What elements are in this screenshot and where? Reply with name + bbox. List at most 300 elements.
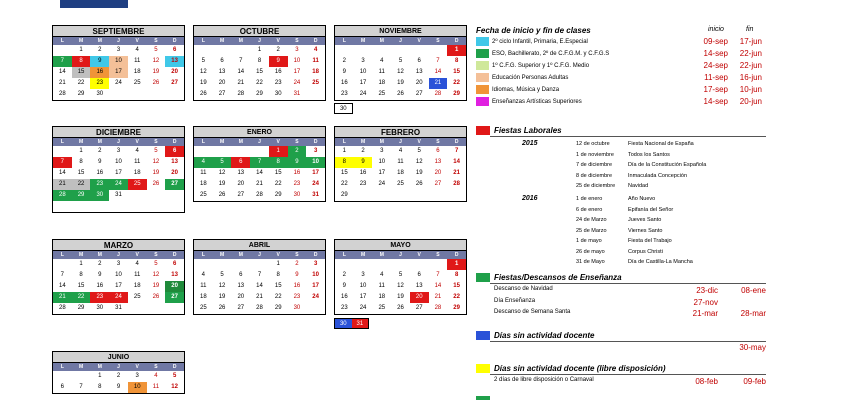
day-cell: 18: [200, 294, 207, 300]
day-cell: 21: [429, 78, 448, 89]
day-cell: 19: [397, 294, 404, 300]
day-cell: 25: [378, 91, 386, 97]
day-cell: 14: [237, 69, 245, 75]
fiesta-name: Fiesta Nacional de España: [628, 141, 694, 147]
day-cell: 3: [295, 47, 299, 53]
day-cell: 19: [397, 80, 404, 86]
weekday-label: V: [135, 364, 139, 370]
weekday-label: S: [154, 252, 158, 258]
day-cell: 15: [77, 170, 85, 176]
day-cell: 22: [72, 179, 91, 190]
weekday-label: D: [454, 38, 459, 44]
day-cell: 26: [397, 305, 404, 311]
descanso-name: Descanso de Navidad: [494, 286, 553, 292]
day-cell: 1: [269, 146, 288, 157]
day-cell: 15: [274, 170, 282, 176]
weekday-label: S: [154, 139, 158, 145]
day-cell: 18: [378, 80, 386, 86]
day-cell: 2: [288, 146, 307, 157]
day-cell: 23: [293, 181, 301, 187]
day-cell: 22: [453, 294, 460, 300]
day-cell: 13: [415, 283, 423, 289]
day-cell: 1: [79, 261, 83, 267]
day-cell: 2: [342, 272, 347, 278]
day-cell: 1: [276, 261, 280, 267]
day-cell: 31: [293, 91, 301, 97]
weekday-label: J: [399, 252, 402, 258]
day-cell: 15: [453, 283, 460, 289]
day-cell: 9: [295, 272, 299, 278]
day-cell: 8: [454, 272, 459, 278]
legend-title: Fecha de inicio y fin de clases: [476, 26, 591, 35]
year-2016: 2016: [522, 195, 538, 202]
day-cell: 13: [237, 170, 245, 176]
day-cell: 30: [96, 91, 104, 97]
day-cell: 12: [171, 384, 178, 390]
day-cell: 16: [341, 80, 348, 86]
day-cell: 20: [434, 170, 442, 176]
descanso-end: 08-ene: [741, 286, 766, 295]
month-title: MARZO: [53, 240, 184, 251]
day-cell: 13: [165, 56, 184, 67]
month-grid: [194, 259, 325, 314]
month-grid: [335, 45, 466, 100]
day-cell: 11: [378, 283, 385, 289]
descanso-end: 28-mar: [740, 309, 766, 318]
legend-row: [476, 36, 776, 47]
day-cell: 4: [154, 373, 158, 379]
day-cell: 13: [237, 283, 245, 289]
day-cell: 5: [398, 58, 403, 64]
legend-label: 2º ciclo Infantil, Primaria, E.Especial: [492, 38, 588, 45]
month-mar: [52, 239, 185, 315]
day-cell: 15: [341, 170, 348, 176]
weekday-label: L: [60, 38, 64, 44]
day-cell: 7: [436, 58, 440, 64]
day-cell: 22: [274, 181, 282, 187]
day-cell: 12: [397, 69, 404, 75]
day-cell: 14: [59, 283, 66, 289]
month-grid: [53, 371, 184, 393]
day-cell: 8: [269, 157, 288, 168]
day-cell: 2: [276, 47, 280, 53]
overflow-days: [334, 103, 353, 114]
day-cell: 8: [454, 58, 459, 64]
fiesta-name: Navidad: [628, 183, 649, 189]
weekday-label: V: [135, 252, 139, 258]
weekday-label: J: [258, 252, 261, 258]
day-cell: 22: [453, 80, 460, 86]
legend-end: 22-jun: [739, 49, 762, 58]
weekday-label: D: [454, 252, 459, 258]
fiesta-name: Día de Castilla-La Mancha: [628, 259, 693, 265]
month-grid: [335, 259, 466, 314]
day-cell: 21: [434, 294, 442, 300]
day-cell: 3: [116, 47, 121, 53]
day-cell: 11: [152, 384, 160, 390]
day-cell: 25: [133, 80, 141, 86]
day-cell: 28: [237, 91, 245, 97]
day-cell: 29: [72, 190, 91, 201]
weekday-label: M: [78, 252, 84, 258]
day-cell: 16: [359, 170, 367, 176]
day-cell: 9: [98, 272, 102, 278]
day-cell: 6: [239, 272, 243, 278]
day-cell: 21: [256, 181, 263, 187]
day-cell: 15: [274, 283, 282, 289]
legend-end: 20-jun: [739, 97, 762, 106]
day-cell: 4: [201, 272, 206, 278]
day-cell: 7: [239, 58, 243, 64]
descanso-end: [718, 298, 766, 307]
descansos-section: [476, 273, 622, 282]
legend-row: [476, 60, 776, 71]
day-cell: 7: [250, 157, 269, 168]
legend-start: 24-sep: [703, 61, 728, 70]
day-cell: 18: [312, 69, 319, 75]
descanso-start: 27-nov: [693, 297, 718, 307]
day-cell: 10: [359, 69, 367, 75]
legend-label: Enseñanzas Artísticas Superiores: [492, 98, 582, 105]
day-cell: 12: [152, 159, 160, 165]
day-cell: 25: [312, 80, 319, 86]
day-cell: 5: [172, 373, 177, 379]
day-cell: 24: [359, 91, 367, 97]
weekday-label: V: [276, 38, 280, 44]
fiesta-date: 12 de octubre: [576, 141, 610, 147]
day-cell: 4: [194, 157, 213, 168]
descansos-swatch: [476, 273, 490, 282]
day-cell: 10: [359, 283, 367, 289]
month-may: [334, 239, 467, 315]
weekday-label: S: [436, 252, 440, 258]
fiesta-name: Jueves Santo: [628, 217, 662, 223]
day-cell: 2: [295, 261, 299, 267]
day-cell: 31: [115, 305, 122, 311]
day-cell: 22: [341, 181, 348, 187]
month-grid: [53, 259, 184, 314]
fiesta-date: 24 de Marzo: [576, 217, 607, 223]
day-cell: 20: [171, 170, 178, 176]
day-cell: 2: [98, 148, 102, 154]
day-cell: 17: [312, 283, 319, 289]
sin-actividad-title: Días sin actividad docente: [494, 331, 595, 340]
day-cell: 3: [361, 58, 365, 64]
day-cell: 6: [172, 261, 177, 267]
day-cell: 2: [342, 58, 347, 64]
day-cell: 28: [59, 305, 66, 311]
day-cell: 23: [90, 179, 109, 190]
weekday-label: M: [78, 139, 84, 145]
day-cell: 5: [220, 272, 224, 278]
sin-actividad-section: [476, 331, 594, 340]
weekday-label: M: [78, 364, 84, 370]
legend-label: 1º C.F.G. Superior y 1º C.F.G. Medio: [492, 62, 590, 69]
legend-label: Idiomas, Música y Danza: [492, 86, 560, 93]
fiesta-name: Todos los Santos: [628, 151, 670, 158]
green-swatch-partial: [476, 396, 490, 400]
weekday-label: M: [379, 139, 384, 145]
day-cell: 18: [397, 170, 404, 176]
day-cell: 3: [116, 148, 121, 154]
legend-swatch: [476, 73, 489, 82]
day-cell: 9: [98, 159, 102, 165]
legend-swatch: [476, 37, 489, 46]
legend-swatch: [476, 49, 489, 58]
day-cell: 12: [218, 283, 226, 289]
day-cell: 15: [256, 69, 263, 75]
overflow-days: [334, 318, 369, 329]
month-grid: [194, 146, 325, 201]
day-cell: 27: [237, 192, 245, 198]
day-cell: 17: [293, 69, 301, 75]
day-cell: 24: [109, 292, 128, 303]
day-cell: 19: [152, 69, 160, 75]
legend-start: 14-sep: [703, 49, 728, 58]
weekday-label: L: [342, 38, 346, 44]
legend-label: Educación Personas Adultas: [492, 74, 569, 81]
descansos-title: Fiestas/Descansos de Enseñanza: [494, 273, 622, 282]
day-cell: 23: [341, 305, 348, 311]
day-cell: 22: [77, 80, 85, 86]
day-cell: 12: [152, 272, 160, 278]
weekday-label: S: [295, 139, 299, 145]
libre-end: 09-feb: [743, 377, 766, 386]
weekday-label: M: [238, 38, 243, 44]
legend-end: 17-jun: [739, 37, 762, 46]
day-cell: 3: [313, 261, 318, 267]
weekday-label: J: [117, 38, 120, 44]
day-cell: 17: [312, 170, 319, 176]
weekday-label: L: [60, 252, 64, 258]
weekday-label: M: [97, 139, 102, 145]
day-cell: 7: [79, 384, 83, 390]
day-cell: 12: [415, 159, 423, 165]
day-cell: 30: [293, 192, 301, 198]
fiesta-name: Día de la Constitución Española: [628, 162, 707, 168]
day-cell: 10: [115, 272, 122, 278]
weekday-label: M: [219, 139, 225, 145]
day-cell: 21: [256, 294, 263, 300]
day-cell: 17: [109, 67, 128, 78]
weekday-label: J: [258, 38, 261, 44]
descanso-start: 23-dic: [696, 286, 718, 295]
day-cell: 25: [128, 179, 147, 190]
divider: [490, 341, 766, 342]
day-cell: 26: [152, 294, 160, 300]
weekday-header: [335, 37, 466, 45]
day-cell: 26: [415, 181, 423, 187]
day-cell: 13: [171, 159, 178, 165]
day-cell: 6: [165, 146, 184, 157]
month-apr: [193, 239, 326, 315]
weekday-label: M: [238, 139, 243, 145]
legend-col-fin: fin: [746, 26, 754, 33]
legend-swatch: [476, 97, 489, 106]
day-cell: 7: [257, 272, 262, 278]
day-cell: 11: [134, 159, 141, 165]
divider: [490, 283, 766, 284]
day-cell: 4: [313, 47, 318, 53]
weekday-label: M: [97, 252, 102, 258]
year-2015: 2015: [522, 140, 538, 147]
day-cell: 11: [378, 69, 385, 75]
weekday-label: S: [154, 38, 158, 44]
day-cell: 23: [90, 78, 109, 89]
month-jan: [193, 126, 326, 202]
day-cell: 10: [312, 272, 319, 278]
day-cell: 11: [200, 283, 207, 289]
day-cell: 4: [135, 261, 139, 267]
weekday-label: L: [60, 139, 64, 145]
weekday-label: M: [360, 38, 366, 44]
day-cell: 12: [397, 283, 404, 289]
fiesta-name: Corpus Christi: [628, 248, 663, 255]
weekday-label: V: [135, 38, 139, 44]
fiestas-title: Fiestas Laborales: [494, 126, 562, 135]
libre-name: 2 días de libre disposición o Carnaval: [494, 377, 594, 383]
weekday-label: V: [135, 139, 139, 145]
weekday-label: M: [219, 252, 225, 258]
fiesta-date: 26 de mayo: [576, 248, 605, 255]
day-cell: 7: [60, 272, 65, 278]
weekday-label: M: [97, 364, 102, 370]
fiesta-date: 1 de noviembre: [576, 151, 614, 158]
day-cell: 3: [361, 272, 365, 278]
day-cell: 1: [257, 47, 262, 53]
weekday-label: L: [342, 139, 346, 145]
libre-start: 08-feb: [695, 377, 718, 386]
weekday-label: S: [436, 38, 440, 44]
day-cell: 23: [90, 292, 109, 303]
day-cell: 20: [171, 69, 178, 75]
weekday-label: D: [313, 252, 318, 258]
month-jun: [52, 351, 185, 394]
fiesta-date: 6 de enero: [576, 206, 603, 213]
month-grid: [335, 146, 466, 201]
day-cell: 28: [59, 91, 66, 97]
month-title: OCTUBRE: [194, 26, 325, 37]
legend-label: ESO, Bachillerato, 2º de C.F.G.M. y C.F.G.S: [492, 50, 610, 57]
day-cell: 28: [434, 91, 442, 97]
day-cell: 15: [453, 69, 460, 75]
day-cell: 11: [312, 58, 319, 64]
day-cell: 13: [434, 159, 442, 165]
day-cell: 24: [293, 80, 301, 86]
day-cell: 28: [256, 305, 263, 311]
weekday-label: M: [219, 38, 225, 44]
legend-row: [476, 96, 776, 107]
descanso-row: [494, 298, 766, 307]
day-cell: 12: [152, 58, 160, 64]
fiesta-date: 31 de Mayo: [576, 259, 605, 265]
day-cell: 16: [293, 283, 301, 289]
day-cell: 17: [115, 283, 122, 289]
fiesta-date: 25 de Marzo: [576, 227, 607, 234]
weekday-label: L: [201, 38, 205, 44]
day-cell: 18: [133, 69, 141, 75]
day-cell: 2: [98, 47, 102, 53]
day-cell: 23: [359, 181, 367, 187]
fiesta-name: Fiesta del Trabajo: [628, 238, 672, 244]
weekday-header: [53, 138, 184, 146]
weekday-label: V: [417, 139, 421, 145]
day-cell: 7: [436, 272, 440, 278]
weekday-label: L: [60, 364, 64, 370]
month-oct: [193, 25, 326, 101]
weekday-label: M: [360, 252, 366, 258]
divider: [490, 136, 766, 137]
day-cell: 31: [115, 192, 122, 198]
day-cell: 6: [436, 148, 440, 154]
libre-section: [476, 364, 666, 373]
day-cell: 12: [218, 170, 226, 176]
weekday-label: J: [258, 139, 261, 145]
day-cell: 12: [200, 69, 207, 75]
day-cell: 16: [341, 294, 348, 300]
fiesta-name: Año Nuevo: [628, 196, 656, 202]
day-cell: 8: [98, 384, 102, 390]
day-cell: 20: [237, 181, 245, 187]
day-cell: 26: [152, 80, 160, 86]
weekday-label: L: [342, 252, 346, 258]
weekday-label: M: [379, 38, 384, 44]
day-cell: 25: [200, 305, 207, 311]
weekday-label: D: [313, 38, 318, 44]
fiesta-date: 7 de diciembre: [576, 162, 613, 168]
day-cell: 10: [109, 56, 128, 67]
day-cell: 18: [133, 170, 141, 176]
legend-col-inicio: inicio: [708, 26, 724, 33]
day-cell: 3: [313, 148, 318, 154]
day-cell: 24: [378, 181, 386, 187]
month-title: ABRIL: [194, 240, 325, 251]
day-cell: 27: [218, 91, 226, 97]
weekday-label: M: [97, 38, 102, 44]
day-cell: 21: [59, 80, 66, 86]
day-cell: 25: [133, 294, 141, 300]
weekday-header: [53, 251, 184, 259]
day-cell: 18: [200, 181, 207, 187]
legend-start: 09-sep: [703, 37, 728, 46]
weekday-label: J: [399, 38, 402, 44]
divider: [490, 374, 766, 375]
day-cell: 9: [342, 69, 347, 75]
day-cell: 31: [312, 192, 319, 198]
day-cell: 20: [410, 292, 429, 303]
fiesta-date: 8 de diciembre: [576, 172, 613, 179]
day-cell: 9: [288, 157, 307, 168]
day-cell: 30: [335, 319, 352, 328]
day-cell: 7: [454, 148, 459, 154]
day-cell: 15: [72, 67, 91, 78]
weekday-label: L: [201, 252, 205, 258]
day-cell: 11: [200, 170, 207, 176]
day-cell: 30: [274, 91, 282, 97]
day-cell: 23: [274, 80, 282, 86]
fiesta-name: Epifanía del Señor: [628, 206, 674, 213]
weekday-header: [335, 251, 466, 259]
day-cell: 26: [218, 305, 226, 311]
day-cell: 16: [96, 170, 104, 176]
day-cell: 17: [359, 80, 367, 86]
day-cell: 29: [453, 305, 460, 311]
day-cell: 29: [77, 91, 85, 97]
month-nov: [334, 25, 467, 101]
day-cell: 2: [98, 261, 102, 267]
weekday-label: M: [379, 252, 384, 258]
weekday-label: M: [360, 139, 366, 145]
